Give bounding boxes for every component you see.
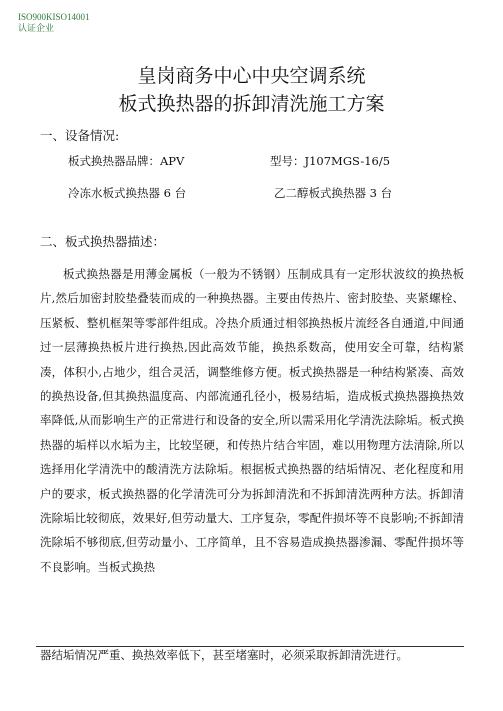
document-title-line2: 板式换热器的拆卸清洗施工方案 [118, 93, 385, 115]
section1-heading: 一、设备情况: [40, 128, 120, 143]
description-paragraph: 板式换热器是用薄金属板（一般为不锈钢）压制成具有一定形状波纹的换热板片,然后加密封胶垫叠装而成的一种换热器。主要由传热片、密封胶垫、夹紧螺栓、压紧板、整机框架等零部件组成。冷热介质通过相邻换热板片流经各自通道,中间通过一层薄换热板片进行换热,因此高效节能，换热系数高，使用安全可靠，结构紧凑，体积小,占地少，组合灵活，调整维修方便。板式换热器是一种结构紧凑、高效的换热设备,但其换热温度高、内部流通孔径小，极易结垢，造成板式换热器换热效率降低,从而影响生产的正常进行和设备的安全,所以需采用化学清洗法除垢。板式换热器的垢样以水垢为主，比较坚硬，和传热片结合牢固，难以用物理方法清除,所以选择用化学清洗中的酸清洗方法除垢。根据板式换热器的结垢情况、老化程度和用户的要求，板式换热器的化学清洗可分为拆卸清洗和不拆卸清洗两种方法。拆卸清洗除垢比较彻底，效果好,但劳动量大、工序复杂，零配件损坏等不良影响;不拆卸清洗除垢不够彻底,但劳动量小、工序简单，且不容易造成换热器渗漏、零配件损坏等不良影响。当板式换热 [40, 267, 464, 574]
certified-enterprise-label: 认证企业 [18, 23, 55, 33]
glycol-exchangers: 乙二醇板式换热器 3 台 [274, 186, 393, 200]
document-title-line1: 皇岗商务中心中央空调系统 [137, 65, 366, 87]
iso-code: ISO900KISO14001 [18, 12, 90, 22]
certification-mark [18, 12, 90, 34]
chilled-water-exchangers: 冷冻水板式换热器 6 台 [68, 186, 187, 200]
continuation-line: 器结垢情况严重、换热效率低下，甚至堵塞时，必须采取拆卸清洗进行。 [40, 648, 408, 662]
model-field: 型号：J107MGS-16/5 [270, 154, 391, 168]
section2-heading: 二、板式换热器描述： [40, 234, 166, 249]
page-footer-rule [36, 646, 464, 647]
brand-field: 板式换热器品牌：APV [68, 154, 185, 168]
